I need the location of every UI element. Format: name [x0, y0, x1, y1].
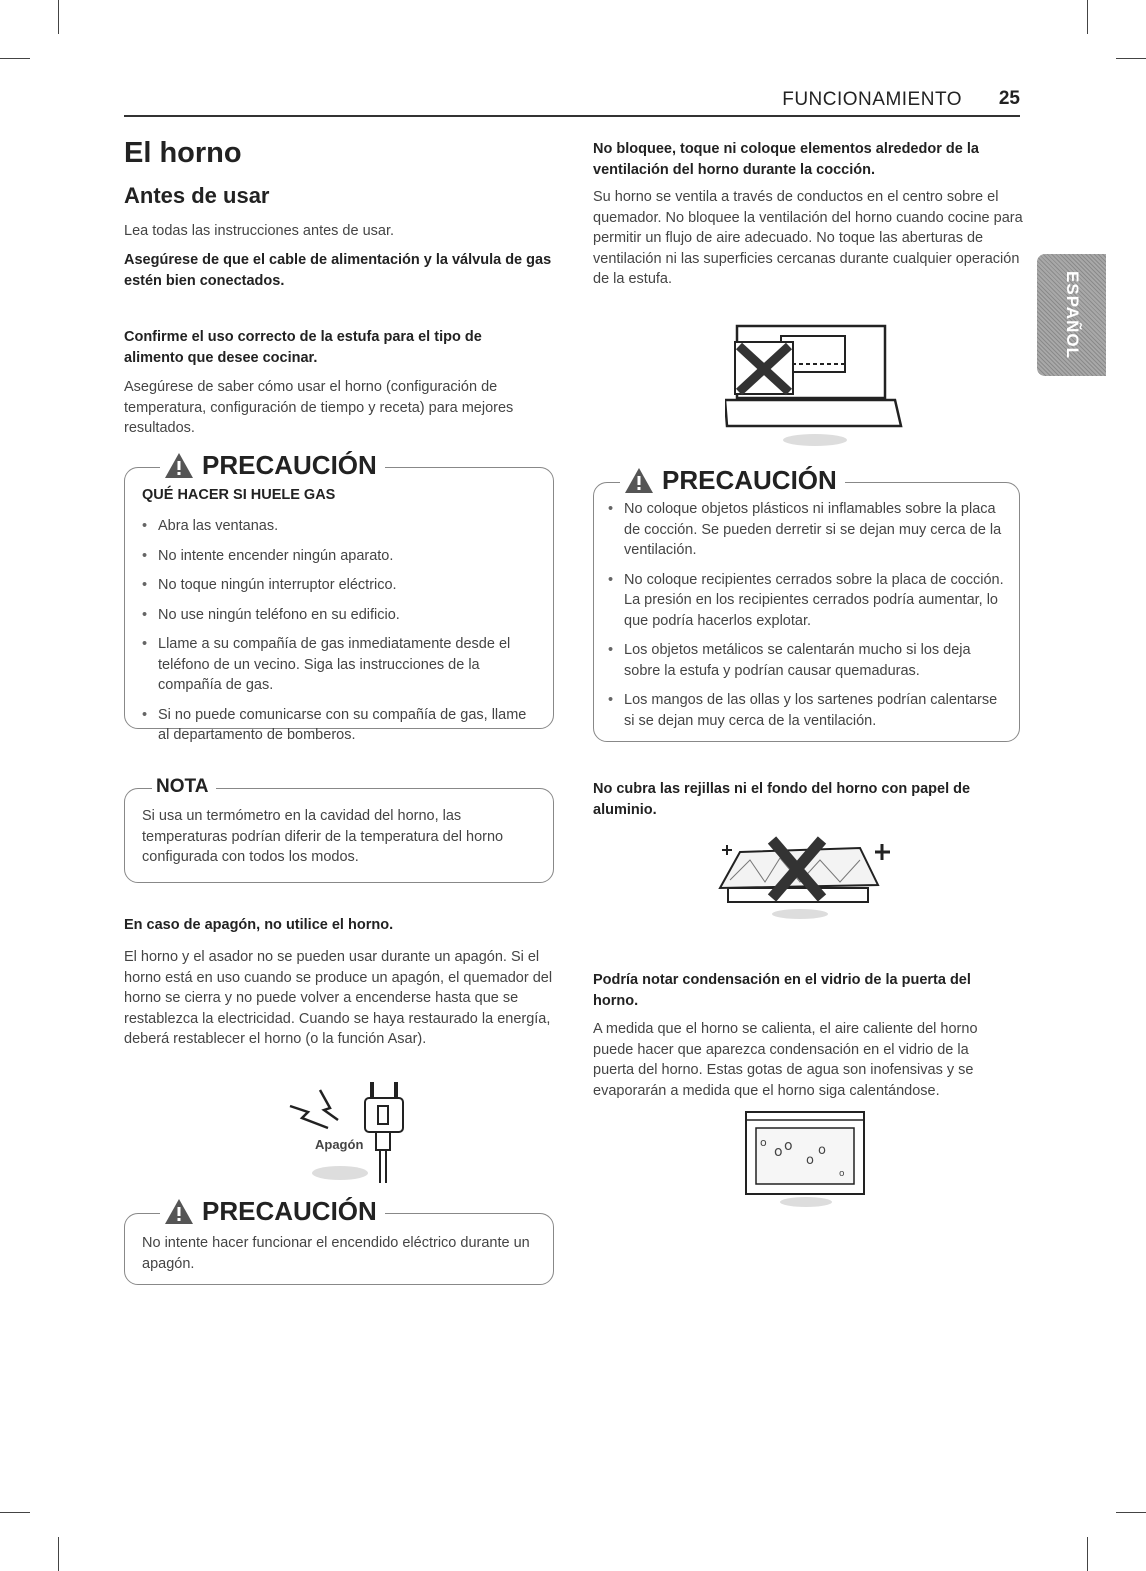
caution-ignition-text: No intente hacer funcionar el encendido eléctrico durante un apagón.: [142, 1235, 530, 1272]
confirm-text: Asegúrese de saber cómo usar el horno (configuración de temperatura, configuración de tiempo y receta) para mejores resultados.: [124, 379, 514, 436]
note-text: Si usa un termómetro en la cavidad del horno, las temperaturas podrían diferir de la temperatura del horno configurada con todos los modos.: [142, 808, 504, 865]
crop-mark: [1087, 0, 1088, 34]
svg-text:o: o: [839, 1169, 845, 1179]
connection-heading: Asegúrese de que el cable de alimentación y la válvula de gas estén bien conectados.: [124, 252, 552, 289]
intro-text: Lea todas las instrucciones antes de usar.: [124, 223, 395, 239]
list-item: • No intente encender ningún aparato.: [138, 546, 538, 567]
caution-title: [160, 1196, 385, 1227]
list-item: • No use ningún teléfono en su edificio.: [138, 605, 538, 626]
outage-text: El horno y el asador no se pueden usar durante un apagón. Si el horno está en uso cuando se produce un apagón, el quemador del horno se cierra y no puede volver a encenderse hasta que se restablezca la electricidad. Cuando se haya restaurado la energía, deberá restablecer el horno (o la función Asar).: [124, 949, 553, 1047]
caution-title: [620, 465, 845, 496]
gas-steps-list: [138, 516, 538, 755]
condensation-heading: Podría notar condensación en el vidrio de la puerta del horno.: [593, 972, 971, 1009]
outage-heading: En caso de apagón, no utilice el horno.: [124, 917, 394, 933]
list-item: • Abra las ventanas.: [138, 516, 538, 537]
outage-caption: Apagón: [315, 1137, 364, 1152]
crop-mark: [0, 58, 30, 59]
svg-text:o: o: [760, 1136, 767, 1149]
section-title: FUNCIONAMIENTO: [782, 89, 962, 110]
power-outage-illustration: [280, 1078, 430, 1188]
language-tab-label: ESPAÑOL: [1062, 271, 1082, 359]
vent-blocked-illustration: [725, 322, 905, 447]
list-item: • Si no puede comunicarse con su compañía de gas, llame al departamento de bomberos.: [138, 705, 538, 746]
caution-label: PRECAUCIÓN: [662, 465, 837, 495]
svg-text:o: o: [806, 1153, 814, 1168]
language-tab[interactable]: [1037, 254, 1106, 376]
caution-label: PRECAUCIÓN: [202, 450, 377, 480]
crop-mark: [1116, 1512, 1146, 1513]
list-item: • Los objetos metálicos se calentarán mucho si los deja sobre la estufa y podrían causar quemaduras.: [604, 640, 1004, 681]
vent-heading: No bloquee, toque ni coloque elementos alrededor de la ventilación del horno durante la cocción.: [593, 141, 979, 178]
section-subtitle: Antes de usar: [124, 183, 270, 208]
confirm-heading: Confirme el uso correcto de la estufa para el tipo de alimento que desee cocinar.: [124, 329, 482, 366]
crop-mark: [0, 1512, 30, 1513]
list-item: • No coloque objetos plásticos ni inflamables sobre la placa de cocción. Se pueden derretir si se dejan muy cerca de la ventilación.: [604, 499, 1004, 561]
note-label: NOTA: [156, 776, 209, 797]
note-title: [152, 776, 216, 798]
vent-text: Su horno se ventila a través de conductos en el centro sobre el quemador. No bloquee la ventilación del horno cuando cocine para permitir un flujo de aire adecuado. No toque las aberturas de ventilación ni las superficies cercanas durante cualquier operación de la estufa.: [593, 189, 1023, 287]
foil-heading: No cubra las rejillas ni el fondo del horno con papel de aluminio.: [593, 781, 971, 818]
page-header: [124, 85, 1020, 117]
svg-text:o: o: [784, 1138, 793, 1154]
svg-text:o: o: [774, 1144, 783, 1160]
warning-icon: [164, 452, 194, 479]
list-item: • Los mangos de las ollas y los sartenes podrían calentarse si se dejan muy cerca de la ventilación.: [604, 690, 1004, 731]
crop-mark: [1116, 58, 1146, 59]
crop-mark: [58, 0, 59, 34]
page-number: 25: [998, 88, 1020, 109]
cooktop-warnings-list: [604, 499, 1004, 740]
caution-label: PRECAUCIÓN: [202, 1196, 377, 1226]
condensation-text: A medida que el horno se calienta, el aire caliente del horno puede hacer que aparezca condensación en el vidrio de la puerta del horno. Estas gotas de agua son inofensivas y se evaporarán a medida que el horno siga calentándose.: [593, 1021, 978, 1099]
warning-icon: [624, 467, 654, 494]
oven-door-condensation-illustration: [744, 1110, 869, 1210]
page-title: El horno: [124, 137, 242, 169]
caution-title: [160, 450, 385, 481]
list-item: • No toque ningún interruptor eléctrico.: [138, 575, 538, 596]
svg-text:o: o: [818, 1143, 826, 1158]
list-item: • No coloque recipientes cerrados sobre la placa de cocción. La presión en los recipientes cerrados podría aumentar, lo que podría hacerlos explotar.: [604, 570, 1004, 632]
warning-icon: [164, 1198, 194, 1225]
crop-mark: [1087, 1537, 1088, 1571]
caution-subtitle: QUÉ HACER SI HUELE GAS: [142, 487, 336, 503]
foil-illustration: [710, 830, 900, 925]
list-item: • Llame a su compañía de gas inmediatamente desde el teléfono de un vecino. Siga las instrucciones de la compañía de gas.: [138, 634, 538, 696]
crop-mark: [58, 1537, 59, 1571]
